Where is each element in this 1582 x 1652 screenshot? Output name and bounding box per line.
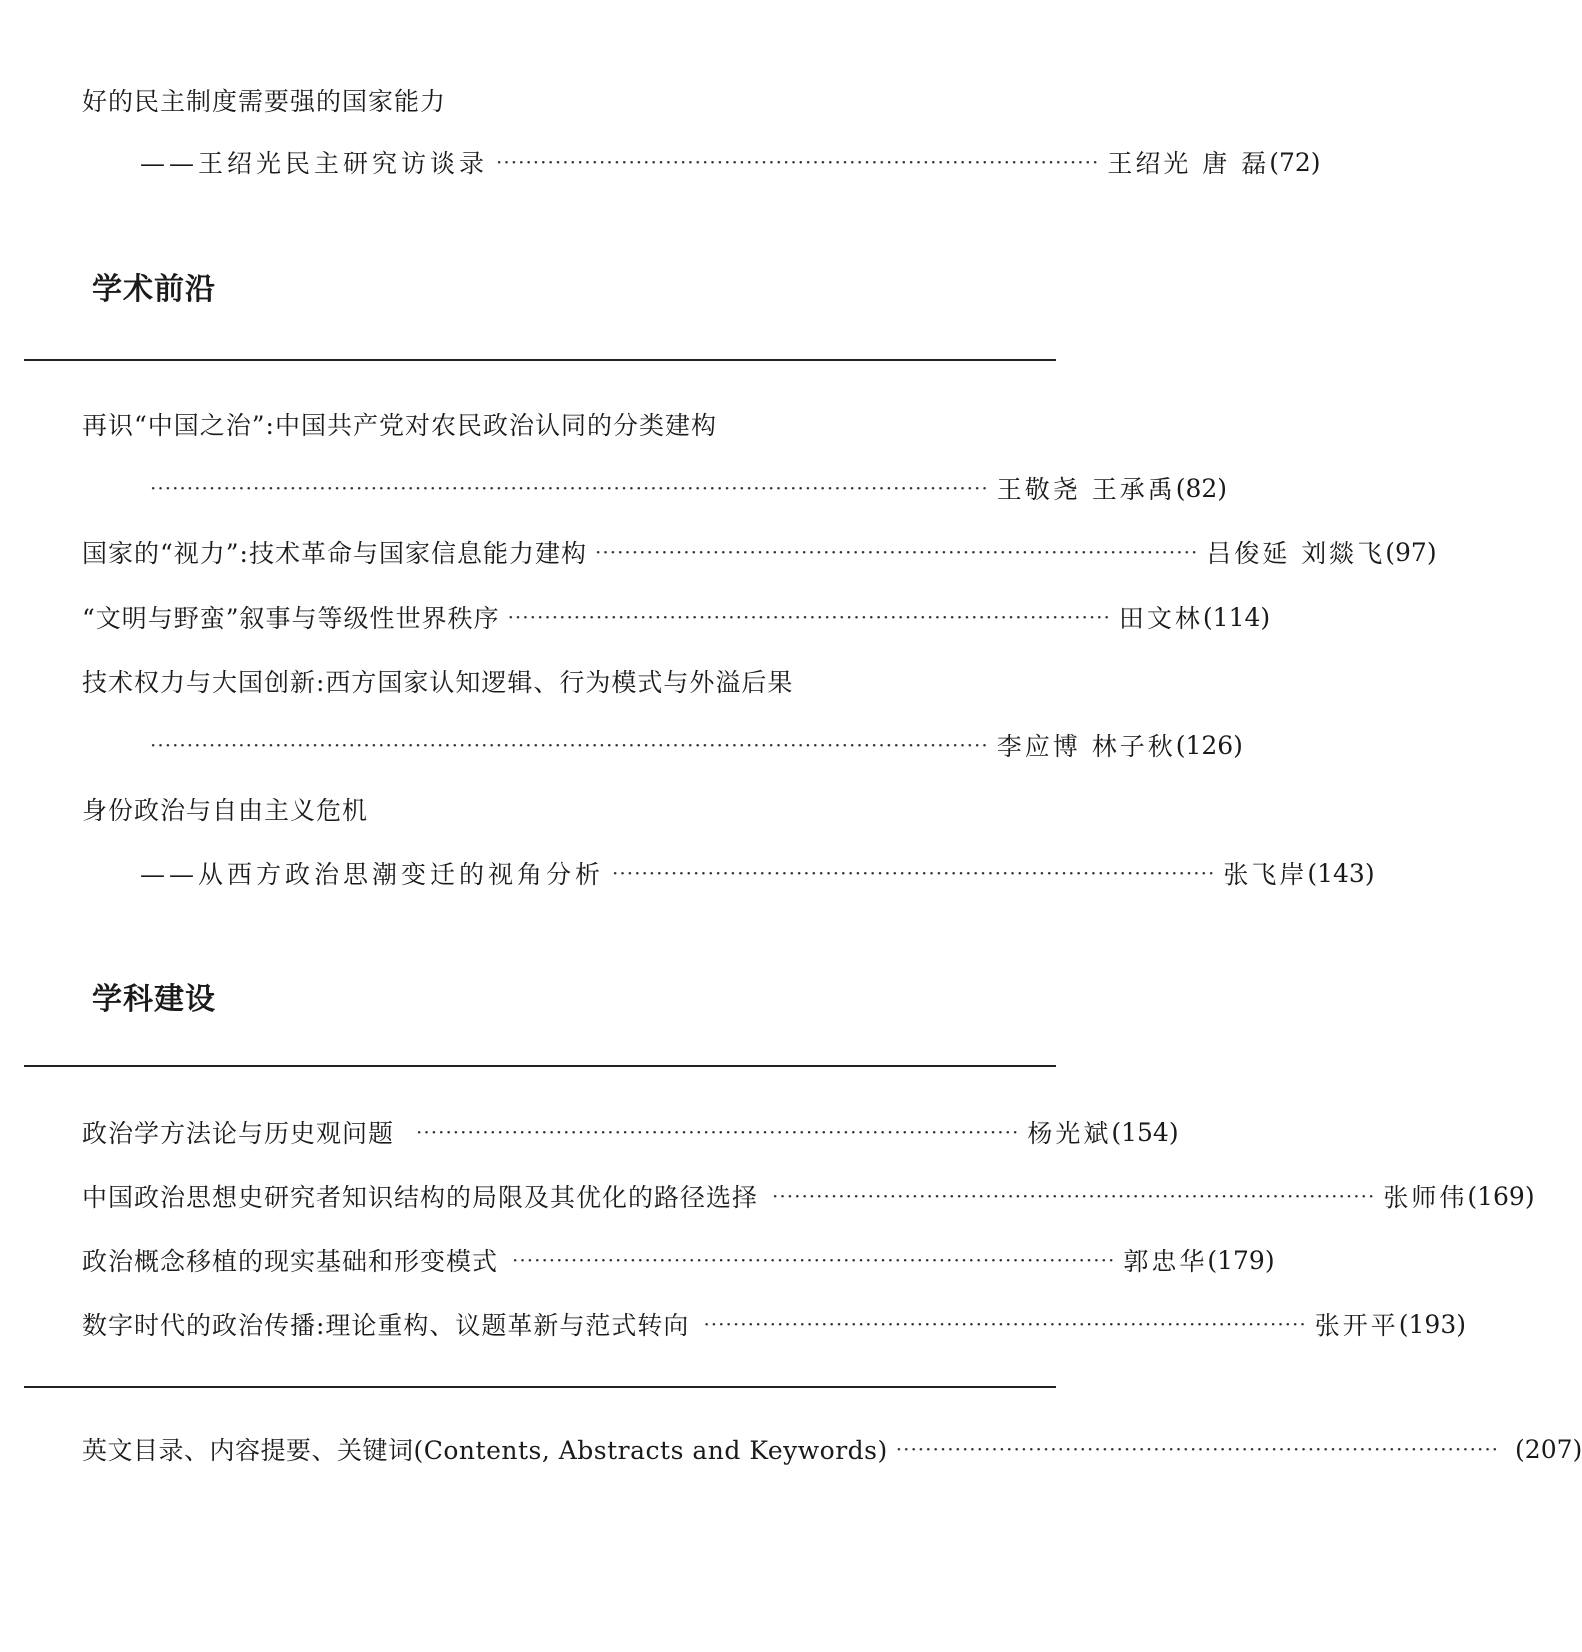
toc-entry[interactable] [82,1304,1466,1344]
entry-title: 身份政治与自由主义危机 [82,796,369,825]
toc-entry-title[interactable] [82,404,1052,444]
leader-dots: ·················································································· [595,540,1199,564]
entry-subtitle: ——从西方政治思潮变迁的视角分析 [140,860,605,889]
leader-dots: ·················································································· [496,150,1100,174]
entry-authors: 李应博 林子秋 [996,732,1176,761]
entry-authors: 王敬尧 王承禹 [996,475,1176,504]
entry-page: (154) [1111,1117,1179,1147]
entry-page: (126) [1175,730,1243,760]
entry-page: (114) [1202,602,1271,632]
toc-entry[interactable] [82,1429,1582,1469]
leader-dots: ·················································································· [703,1312,1307,1336]
entry-title: 政治概念移植的现实基础和形变模式 [82,1247,499,1276]
entry-title: 中国政治思想史研究者知识结构的局限及其优化的路径选择 [82,1183,759,1212]
entry-authors: 张飞岸 [1223,860,1308,889]
toc-entry-detail[interactable] [140,142,1321,182]
entry-authors: 张师伟 [1383,1183,1468,1212]
section-divider [24,1065,1056,1067]
leader-dots: ·················································································· [512,1248,1116,1272]
leader-dots: ·················································································································· [150,733,989,757]
entry-title: 数字时代的政治传播:理论重构、议题革新与范式转向 [82,1311,690,1340]
entry-authors: 张开平 [1314,1311,1399,1340]
entry-page: (169) [1467,1181,1535,1211]
entry-title: 好的民主制度需要强的国家能力 [82,87,447,116]
entry-authors: 王绍光 唐 磊 [1107,149,1270,178]
leader-dots: ·················································································· [507,605,1111,629]
entry-authors: 杨光斌 [1027,1119,1112,1148]
entry-title: “文明与野蛮”叙事与等级性世界秩序 [82,604,500,633]
entry-title: 英文目录、内容提要、关键词(Contents, Abstracts and Keywords) [82,1436,888,1465]
entry-authors: 田文林 [1118,604,1203,633]
toc-entry[interactable] [82,1240,1275,1280]
leader-dots: ·················································································· [895,1437,1500,1461]
entry-subtitle: ——王绍光民主研究访谈录 [140,149,489,178]
toc-entry-detail[interactable] [150,725,1243,765]
section-title: 学科建设 [92,982,216,1017]
entry-title: 政治学方法论与历史观问题 [82,1119,395,1148]
entry-page: (207) [1515,1434,1582,1464]
entry-authors: 郭忠华 [1123,1247,1208,1276]
leader-dots: ·················································································· [612,861,1216,885]
toc-entry[interactable] [82,597,1271,637]
leader-dots: ·················································································· [772,1184,1376,1208]
section-title: 学术前沿 [92,272,216,307]
entry-page: (179) [1207,1245,1275,1275]
toc-entry-title[interactable] [82,80,1052,120]
entry-title: 再识“中国之治”:中国共产党对农民政治认同的分类建构 [82,411,717,440]
entry-authors: 吕俊延 刘燚飞 [1206,539,1386,568]
toc-entry[interactable] [82,532,1437,572]
entry-page: (97) [1385,537,1437,567]
section-divider [24,359,1056,361]
entry-title: 国家的“视力”:技术革命与国家信息能力建构 [82,539,587,568]
toc-entry[interactable] [82,1112,1179,1152]
toc-entry-detail[interactable] [140,853,1375,893]
toc-entry-detail[interactable] [150,468,1228,508]
toc-entry[interactable] [82,1176,1535,1216]
toc-entry-title[interactable] [82,789,1052,829]
toc-entry-title[interactable] [82,661,1052,701]
entry-page: (82) [1175,473,1228,503]
leader-dots: ·················································································································· [150,476,989,500]
leader-dots: ·················································································· [416,1120,1020,1144]
entry-page: (193) [1398,1309,1466,1339]
entry-page: (143) [1307,858,1375,888]
entry-title: 技术权力与大国创新:西方国家认知逻辑、行为模式与外溢后果 [82,668,794,697]
entry-page: (72) [1269,147,1321,177]
section-divider [24,1386,1056,1388]
